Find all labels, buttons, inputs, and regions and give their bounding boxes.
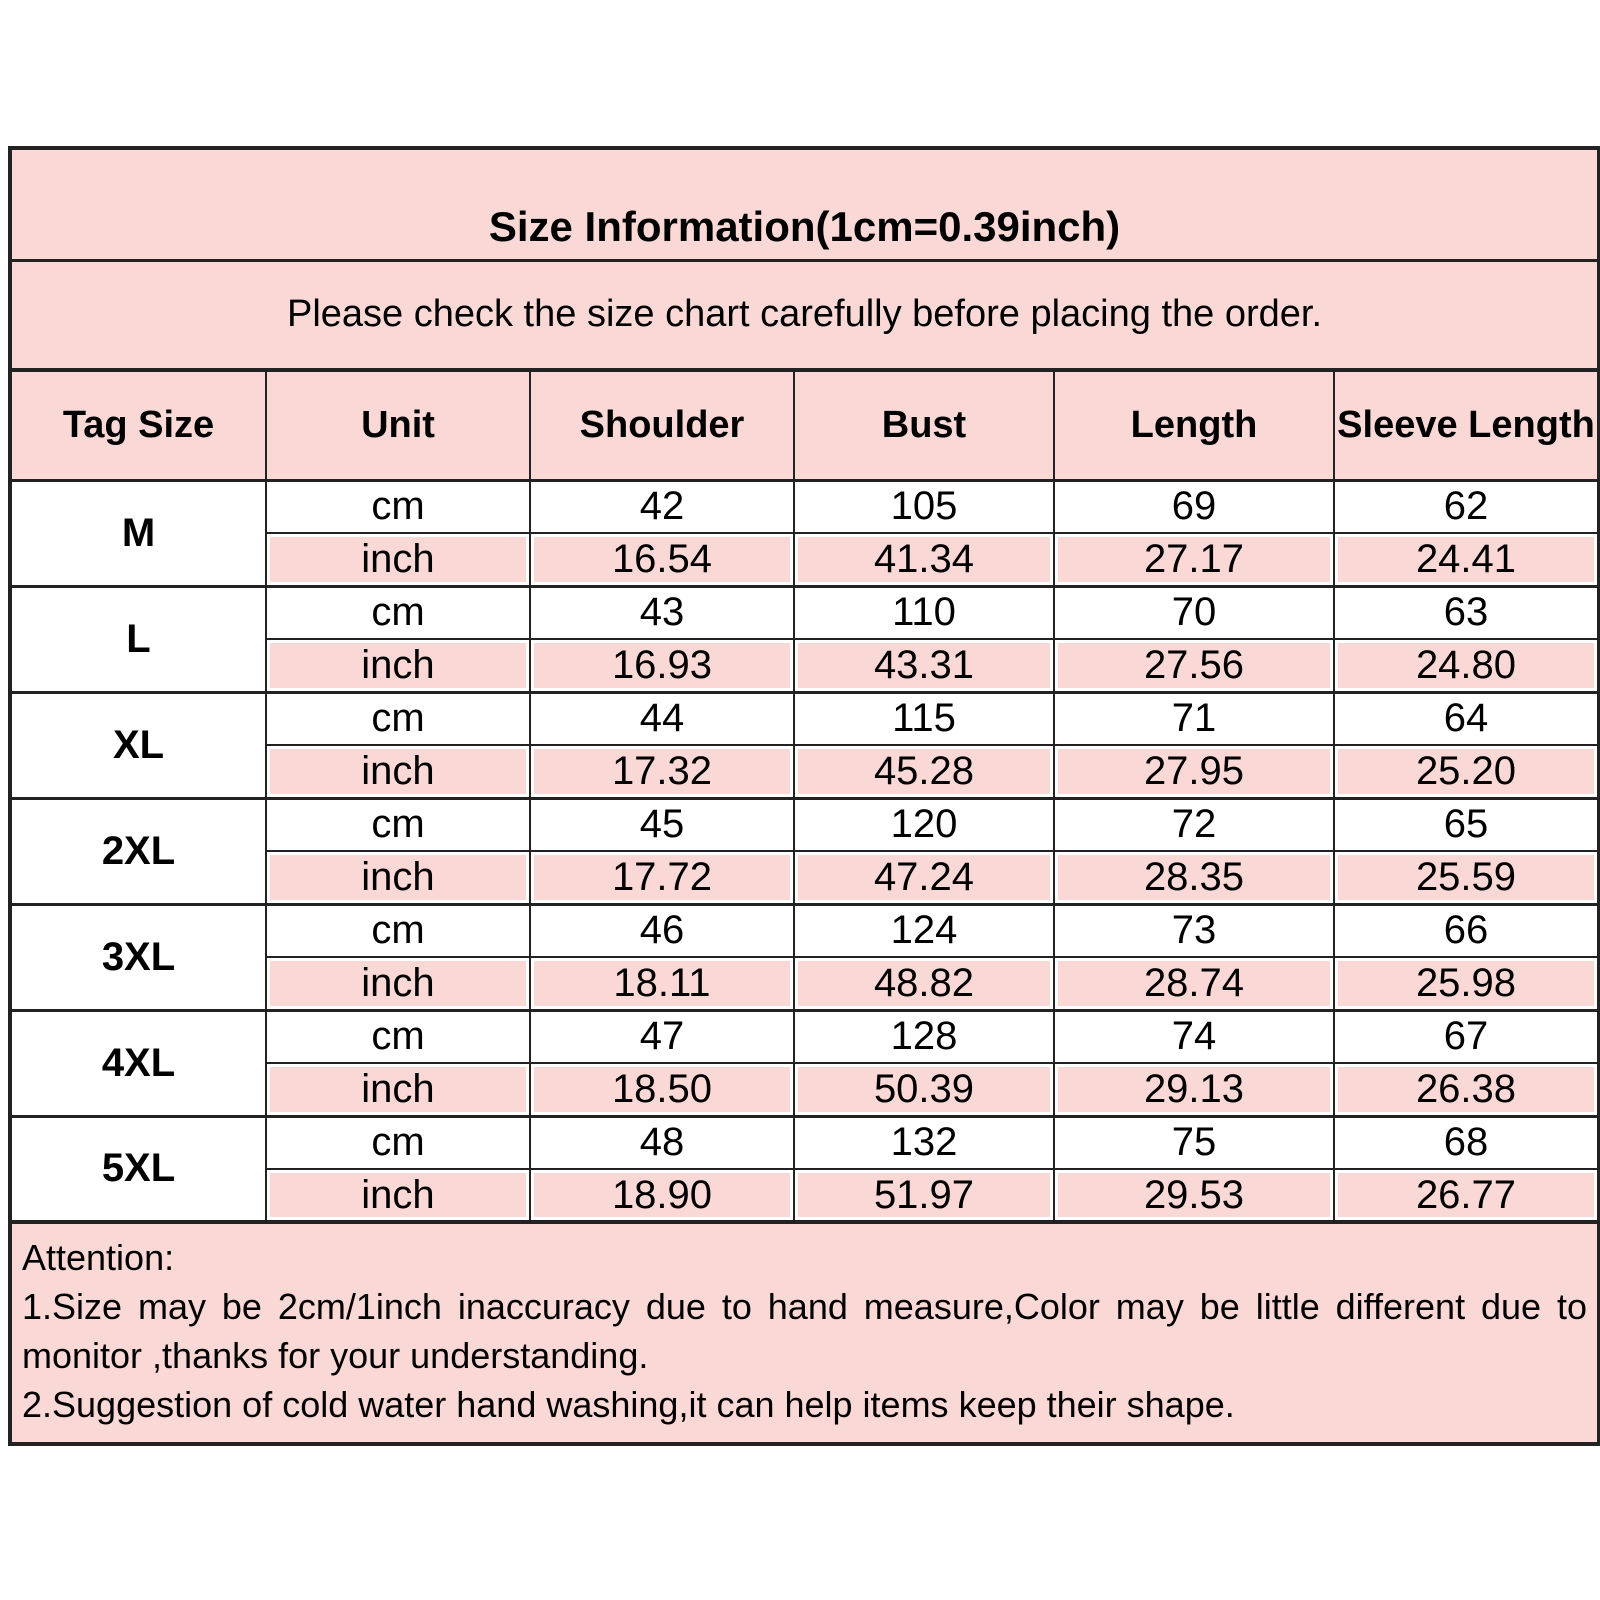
- tag-size-cell: XL: [10, 692, 266, 798]
- tag-size-cell: 2XL: [10, 798, 266, 904]
- measurement-cell: 69: [1054, 480, 1334, 533]
- measurement-cell: 67: [1334, 1010, 1599, 1063]
- measurement-cell: 24.41: [1334, 533, 1599, 586]
- size-chart-subtitle: Please check the size chart carefully before placing the order.: [10, 260, 1599, 370]
- unit-cell: cm: [266, 798, 530, 851]
- measurement-cell: 75: [1054, 1116, 1334, 1169]
- table-row: [10, 148, 1599, 260]
- unit-cell: inch: [266, 1063, 530, 1116]
- measurement-cell: 47.24: [794, 851, 1054, 904]
- measurement-cell: 46: [530, 904, 794, 957]
- table-row: [10, 692, 1599, 745]
- measurement-cell: 43.31: [794, 639, 1054, 692]
- measurement-cell: 18.90: [530, 1169, 794, 1222]
- measurement-cell: 29.53: [1054, 1169, 1334, 1222]
- column-header-bust: Bust: [794, 370, 1054, 480]
- measurement-cell: 25.98: [1334, 957, 1599, 1010]
- unit-cell: cm: [266, 904, 530, 957]
- column-header-tag-size: Tag Size: [10, 370, 266, 480]
- size-chart-title: Size Information(1cm=0.39inch): [10, 148, 1599, 260]
- tag-size-cell: 5XL: [10, 1116, 266, 1222]
- measurement-cell: 17.32: [530, 745, 794, 798]
- attention-item: 2.Suggestion of cold water hand washing,it can help items keep their shape.: [22, 1383, 1235, 1425]
- table-row: [10, 904, 1599, 957]
- measurement-cell: 17.72: [530, 851, 794, 904]
- measurement-cell: 48.82: [794, 957, 1054, 1010]
- tag-size-cell: M: [10, 480, 266, 586]
- attention-item: 1.Size may be 2cm/1inch inaccuracy due to hand measure,Color may be little different due to monitor ,thanks for your understanding.: [22, 1285, 1587, 1376]
- table-row: [10, 1010, 1599, 1063]
- unit-cell: inch: [266, 745, 530, 798]
- unit-cell: cm: [266, 1116, 530, 1169]
- measurement-cell: 73: [1054, 904, 1334, 957]
- unit-cell: inch: [266, 1169, 530, 1222]
- unit-cell: cm: [266, 692, 530, 745]
- unit-cell: inch: [266, 639, 530, 692]
- measurement-cell: 45.28: [794, 745, 1054, 798]
- measurement-cell: 28.74: [1054, 957, 1334, 1010]
- tag-size-cell: L: [10, 586, 266, 692]
- measurement-cell: 25.59: [1334, 851, 1599, 904]
- column-header-unit: Unit: [266, 370, 530, 480]
- measurement-cell: 62: [1334, 480, 1599, 533]
- measurement-cell: 44: [530, 692, 794, 745]
- measurement-cell: 47: [530, 1010, 794, 1063]
- column-header-sleeve-length: Sleeve Length: [1334, 370, 1599, 480]
- measurement-cell: 27.95: [1054, 745, 1334, 798]
- column-header-length: Length: [1054, 370, 1334, 480]
- measurement-cell: 18.50: [530, 1063, 794, 1116]
- tag-size-cell: 4XL: [10, 1010, 266, 1116]
- unit-cell: cm: [266, 1010, 530, 1063]
- measurement-cell: 24.80: [1334, 639, 1599, 692]
- measurement-cell: 66: [1334, 904, 1599, 957]
- measurement-cell: 124: [794, 904, 1054, 957]
- measurement-cell: 18.11: [530, 957, 794, 1010]
- measurement-cell: 16.54: [530, 533, 794, 586]
- table-row: [10, 1116, 1599, 1169]
- measurement-cell: 110: [794, 586, 1054, 639]
- attention-note: [10, 1222, 1599, 1444]
- measurement-cell: 26.38: [1334, 1063, 1599, 1116]
- unit-cell: inch: [266, 957, 530, 1010]
- measurement-cell: 48: [530, 1116, 794, 1169]
- measurement-cell: 43: [530, 586, 794, 639]
- table-header-row: [10, 370, 1599, 480]
- unit-cell: cm: [266, 586, 530, 639]
- measurement-cell: 64: [1334, 692, 1599, 745]
- table-row: [10, 586, 1599, 639]
- measurement-cell: 65: [1334, 798, 1599, 851]
- tag-size-cell: 3XL: [10, 904, 266, 1010]
- size-chart-sheet: [8, 146, 1597, 1446]
- measurement-cell: 74: [1054, 1010, 1334, 1063]
- measurement-cell: 115: [794, 692, 1054, 745]
- column-header-shoulder: Shoulder: [530, 370, 794, 480]
- measurement-cell: 42: [530, 480, 794, 533]
- measurement-cell: 26.77: [1334, 1169, 1599, 1222]
- unit-cell: inch: [266, 851, 530, 904]
- table-row: [10, 260, 1599, 370]
- measurement-cell: 45: [530, 798, 794, 851]
- measurement-cell: 50.39: [794, 1063, 1054, 1116]
- unit-cell: inch: [266, 533, 530, 586]
- size-table: [8, 146, 1600, 1446]
- table-row: [10, 480, 1599, 533]
- measurement-cell: 70: [1054, 586, 1334, 639]
- measurement-cell: 28.35: [1054, 851, 1334, 904]
- measurement-cell: 72: [1054, 798, 1334, 851]
- measurement-cell: 71: [1054, 692, 1334, 745]
- measurement-cell: 25.20: [1334, 745, 1599, 798]
- table-row: [10, 1222, 1599, 1444]
- measurement-cell: 63: [1334, 586, 1599, 639]
- measurement-cell: 27.17: [1054, 533, 1334, 586]
- measurement-cell: 27.56: [1054, 639, 1334, 692]
- measurement-cell: 128: [794, 1010, 1054, 1063]
- attention-heading: Attention:: [22, 1237, 175, 1278]
- measurement-cell: 41.34: [794, 533, 1054, 586]
- measurement-cell: 51.97: [794, 1169, 1054, 1222]
- measurement-cell: 132: [794, 1116, 1054, 1169]
- measurement-cell: 120: [794, 798, 1054, 851]
- measurement-cell: 105: [794, 480, 1054, 533]
- measurement-cell: 29.13: [1054, 1063, 1334, 1116]
- unit-cell: cm: [266, 480, 530, 533]
- table-row: [10, 798, 1599, 851]
- measurement-cell: 68: [1334, 1116, 1599, 1169]
- measurement-cell: 16.93: [530, 639, 794, 692]
